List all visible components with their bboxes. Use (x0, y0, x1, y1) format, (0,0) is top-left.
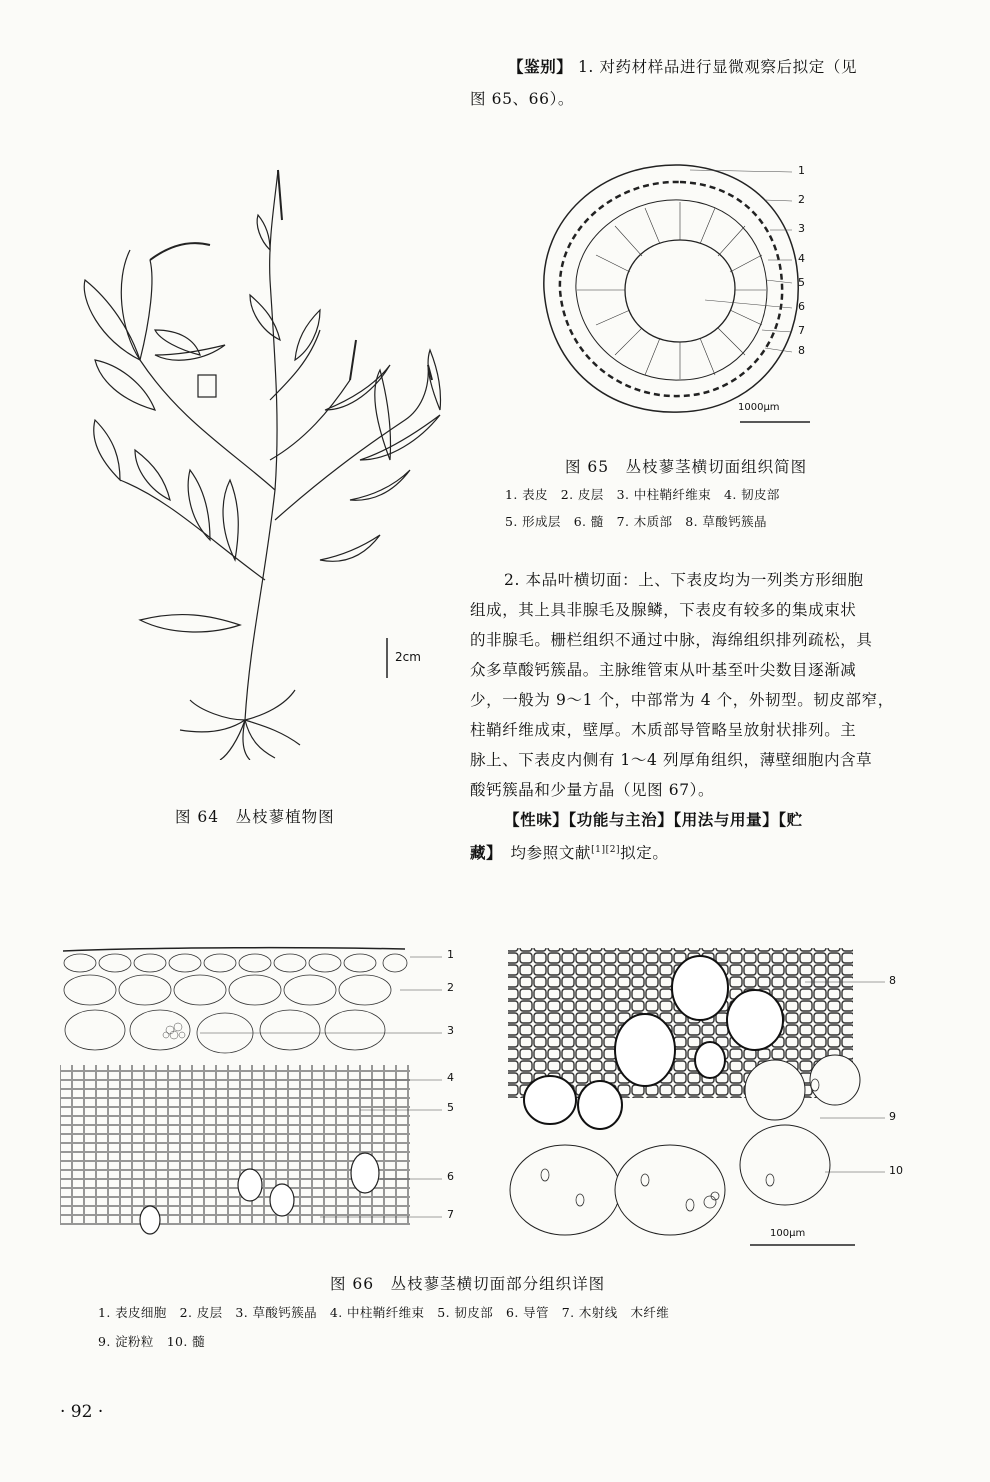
figure-66-caption: 图 66 丛枝蓼茎横切面部分组织详图 (330, 1275, 606, 1293)
figure-66-legend-1: 1. 表皮细胞 2. 皮层 3. 草酸钙簇晶 4. 中柱鞘纤维束 5. 韧皮部 6. 导管 7. 木射线 木纤维 (98, 1305, 670, 1320)
figure-64-scale: 2cm (395, 650, 421, 664)
fig65-label-3: 3 (798, 222, 805, 235)
sections-bold-line: 【性味】【功能与主治】【用法与用量】【贮 (504, 811, 803, 829)
fig66-label-10: 10 (889, 1164, 903, 1177)
figure-66-left-tissue-detail (60, 945, 470, 1245)
identification-label: 【鉴别】 (508, 58, 573, 76)
fig65-label-8: 8 (798, 344, 805, 357)
figure-66-legend-2: 9. 淀粉粒 10. 髓 (98, 1334, 206, 1349)
fig66-label-3: 3 (447, 1024, 454, 1037)
fig66-label-2: 2 (447, 981, 454, 994)
figure-65-legend-1: 1. 表皮 2. 皮层 3. 中柱鞘纤维束 4. 韧皮部 (505, 487, 780, 502)
sections-rest: 均参照文献 (494, 844, 592, 863)
fig66-label-8: 8 (889, 974, 896, 987)
figure-65-legend-2: 5. 形成层 6. 髓 7. 木质部 8. 草酸钙簇晶 (505, 514, 767, 529)
fig65-label-2: 2 (798, 193, 805, 206)
text-line: 酸钙簇晶和少量方晶（见图 67）。 (470, 781, 715, 799)
text-line: 众多草酸钙簇晶。主脉维管束从叶基至叶尖数目逐渐减 (470, 661, 857, 679)
fig65-scale: 1000μm (738, 402, 780, 413)
sections-end: 拟定。 (620, 844, 669, 863)
fig65-label-1: 1 (798, 164, 805, 177)
fig66-label-4: 4 (447, 1071, 454, 1084)
figure-66-right-tissue-detail (505, 940, 915, 1255)
text-line: 脉上、下表皮内侧有 1～4 列厚角组织，薄壁细胞内含草 (470, 751, 873, 769)
fig65-label-4: 4 (798, 252, 805, 265)
fig65-label-6: 6 (798, 300, 805, 313)
fig66-label-5: 5 (447, 1101, 454, 1114)
text-line: 少，一般为 9～1 个，中部常为 4 个，外韧型。韧皮部窄， (470, 691, 894, 709)
identification-line-2: 图 65、66）。 (470, 90, 575, 108)
fig66-label-6: 6 (447, 1170, 454, 1183)
figure-64-caption: 图 64 丛枝蓼植物图 (175, 808, 335, 826)
fig66-label-7: 7 (447, 1208, 454, 1221)
page-number: · 92 · (60, 1402, 104, 1422)
fig65-label-5: 5 (798, 276, 805, 289)
sections-reference-line (470, 835, 940, 868)
identification-line-1: 1. 对药材样品进行显微观察后拟定（见 (577, 58, 858, 76)
identification-heading (508, 52, 857, 82)
text-line: 组成，其上具非腺毛及腺鳞，下表皮有较多的集成束状 (470, 601, 857, 619)
text-line: 柱鞘纤维成束，壁厚。木质部导管略呈放射状排列。主 (470, 721, 857, 739)
fig65-label-7: 7 (798, 324, 805, 337)
sections-bold-2: 藏】 (470, 844, 495, 863)
text-line: 2. 本品叶横切面：上、下表皮均为一列类方形细胞 (504, 571, 864, 589)
fig66-scale: 100μm (770, 1228, 806, 1239)
text-line: 的非腺毛。栅栏组织不通过中脉，海绵组织排列疏松，具 (470, 631, 873, 649)
fig66-label-1: 1 (447, 948, 454, 961)
leaf-section-text (470, 565, 940, 868)
citation-superscript: [1][2] (591, 845, 621, 855)
figure-65-caption: 图 65 丛枝蓼茎横切面组织简图 (565, 458, 808, 476)
figure-65-stem-section (530, 160, 830, 425)
figure-64-plant-drawing (60, 160, 460, 760)
fig66-label-9: 9 (889, 1110, 896, 1123)
